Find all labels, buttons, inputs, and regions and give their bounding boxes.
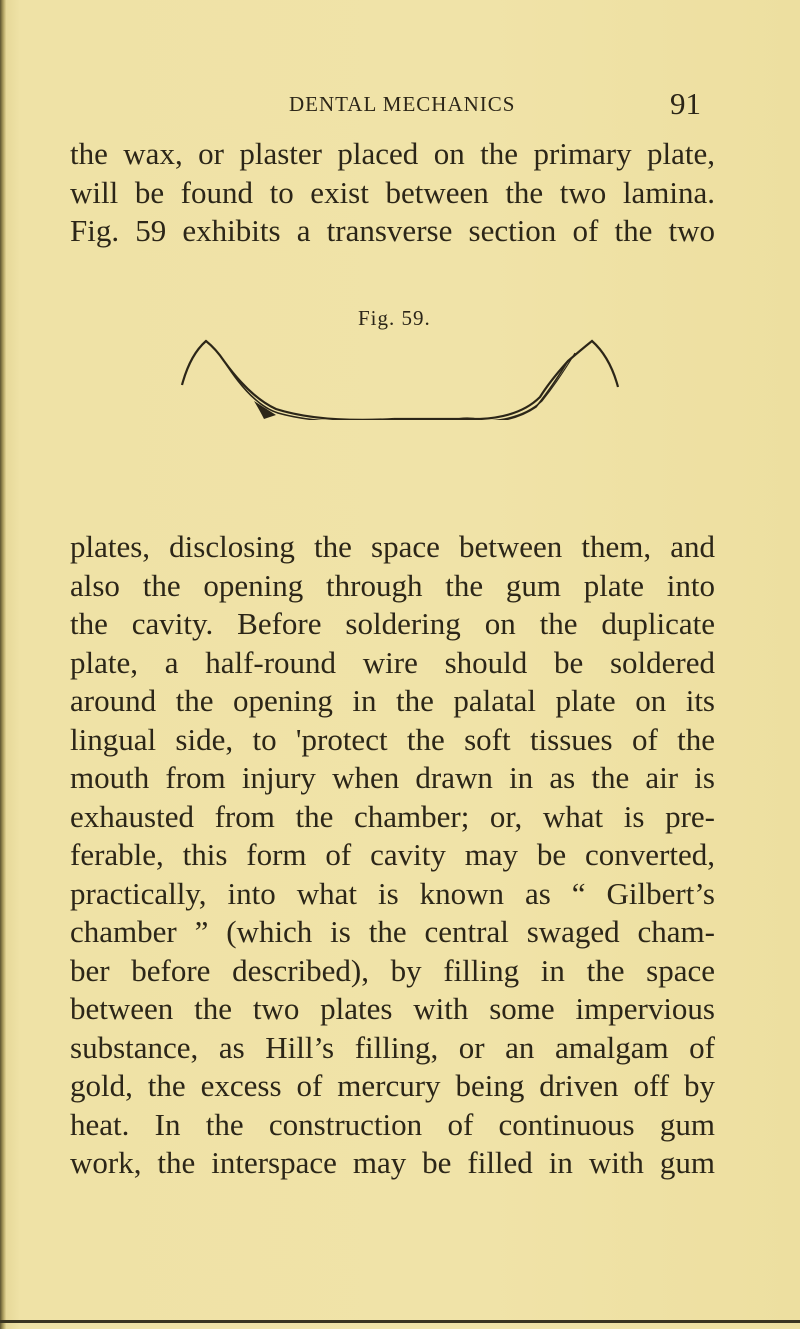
text-line: between the two plates with some impervious: [70, 991, 715, 1026]
text-line: ber before described), by filling in the space: [70, 952, 715, 988]
right-plate-inner-2: [480, 353, 575, 420]
page-number: 91: [670, 86, 701, 121]
text-line: mouth from injury when drawn in as the air is: [70, 760, 715, 795]
text-line: the wax, or plaster placed on the primary plate,: [70, 136, 715, 171]
right-plate-outer: [394, 341, 618, 419]
text-line: will be found to exist between the two lamina.: [70, 174, 715, 210]
page-header: [0, 86, 800, 126]
text-line: lingual side, to 'protect the soft tissues of the: [70, 721, 715, 757]
text-line: ferable, this form of cavity may be converted,: [70, 837, 715, 872]
figure-caption: Fig. 59.: [358, 306, 431, 330]
text-line: the cavity. Before soldering on the duplicate: [70, 606, 715, 641]
left-plate-outer: [182, 341, 394, 420]
text-line: plate, a half-round wire should be soldered: [70, 644, 715, 680]
body-text-top: [70, 135, 715, 251]
text-line: chamber ” (which is the central swaged cham-: [70, 914, 715, 949]
text-line: work, the interspace may be filled in with gum: [70, 1145, 715, 1180]
page-gutter-edge: [0, 0, 6, 1329]
text-line: substance, as Hill’s filling, or an amalgam of: [70, 1029, 715, 1065]
text-line: exhausted from the chamber; or, what is pre-: [70, 798, 715, 834]
text-line: practically, into what is known as “ Gilbert’s: [70, 875, 715, 911]
body-text-bottom: [70, 528, 715, 1183]
figure-59-plate-section: [180, 335, 620, 420]
text-line: heat. In the construction of continuous gum: [70, 1106, 715, 1142]
text-line: plates, disclosing the space between them, and: [70, 529, 715, 564]
bottom-edge-rule: [0, 1320, 800, 1323]
running-head: DENTAL MECHANICS: [289, 92, 516, 116]
text-line: also the opening through the gum plate into: [70, 567, 715, 603]
text-line: around the opening in the palatal plate on its: [70, 683, 715, 718]
text-line: Fig. 59 exhibits a transverse section of the two: [70, 213, 715, 248]
text-line: gold, the excess of mercury being driven off by: [70, 1068, 715, 1103]
